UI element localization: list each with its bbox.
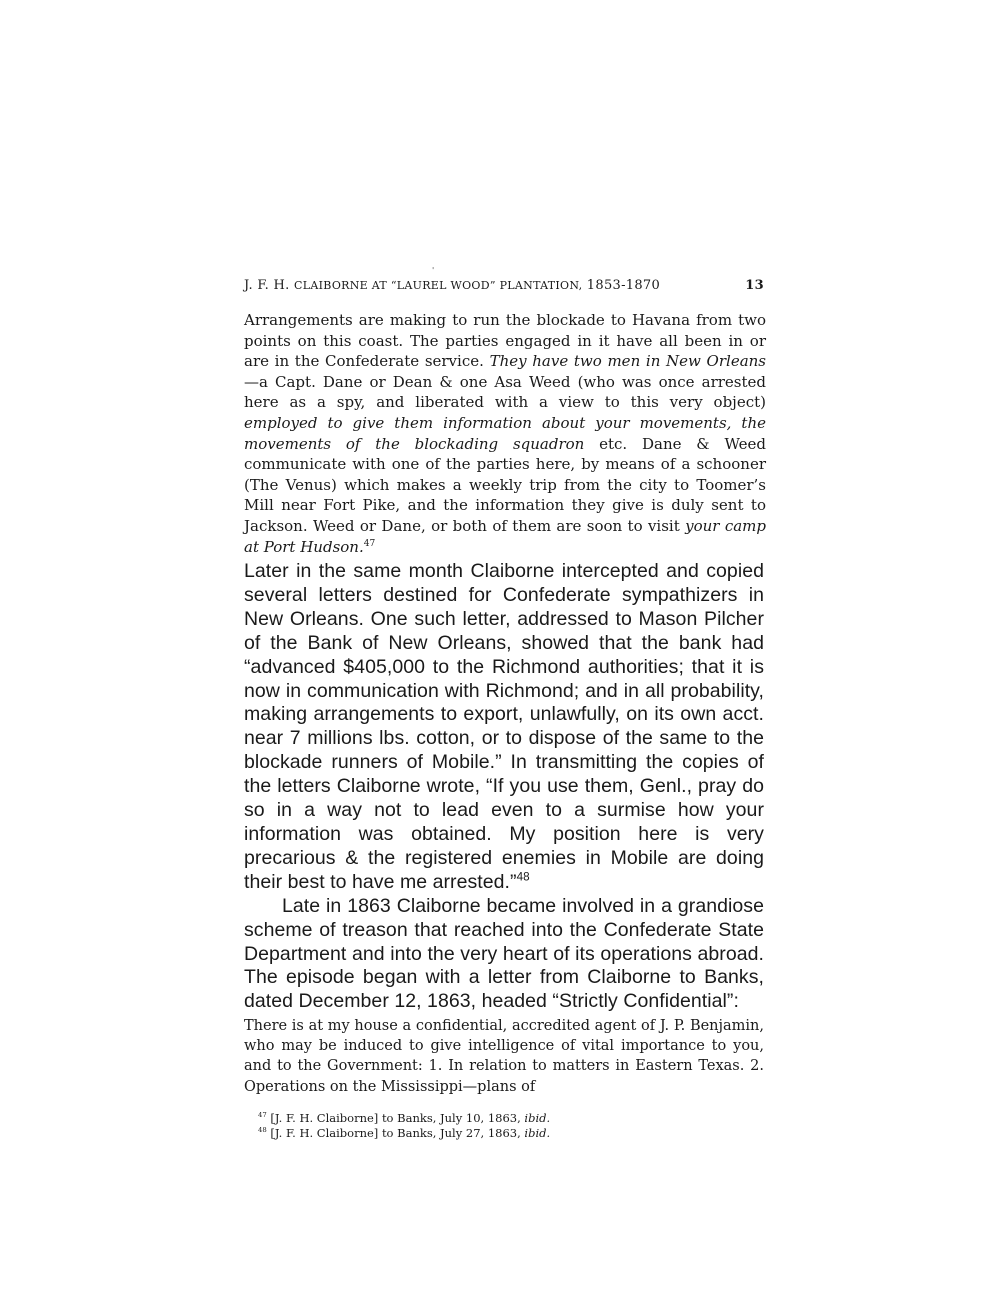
stray-mark: ' [432, 266, 435, 275]
running-title-caps: CLAIBORNE AT “LAUREL WOOD” PLANTATION, [294, 279, 583, 292]
quote1-italic-2: employed to give them information about your movements, the movements of the blockading squadron [244, 413, 766, 453]
footnote-47 [258, 1111, 678, 1126]
page-number: 13 [745, 278, 764, 293]
quote1-italic-1: They have two men in New Orleans [489, 352, 766, 371]
footnote-ibid: ibid. [524, 1111, 551, 1125]
footnote-number: 48 [258, 1126, 267, 1135]
quote1-text-3: etc. Dane & Weed communicate with one of the parties here, by means of a schooner (The Venus) which makes a weekly trip from the city to Toomer’s Mill near Fort Pike, and the information they give is duly sent to Jackson. Weed or Dane, or both of them are soon to visit [244, 434, 766, 535]
footnotes [258, 1111, 678, 1141]
running-title-prefix: J. F. H. [244, 278, 295, 293]
quote1-italic-3: your camp at Port Hudson. [244, 516, 766, 556]
paragraph-2: Late in 1863 Claiborne became involved in a grandiose scheme of treason that reached into the Confederate State Department and into the very heart of its operations abroad. The episode began with a letter from Claiborne to Banks, dated December 12, 1863, headed “Strictly Confidential”: [244, 894, 764, 1013]
running-title [244, 278, 660, 293]
paragraph-1 [244, 560, 764, 895]
footnote-ref-48: 48 [516, 870, 530, 884]
paragraph-1-text: Later in the same month Claiborne intercepted and copied several letters destined for Confederate sympathizers in New Orleans. One such letter, addressed to Mason Pilcher of the Bank of New Orleans, showed that the bank had “advanced $405,000 to the Richmond authorities; that it is now in communication with Richmond; and in all probability, making arrangements to export, unlawfully, on its own acct. near 7 millions lbs. cotton, or to dispose of the same to the blockade runners of Mobile.” In transmitting the copies of the letters Claiborne wrote, “If you use them, Genl., pray do so in a way not to lead even to a surmise how your information was obtained. My position here is very precarious & the registered enemies in Mobile are doing their best to have me arrested.” [244, 560, 764, 893]
footnote-text: [J. F. H. Claiborne] to Banks, July 27, 1863, [266, 1126, 525, 1140]
footnote-48 [258, 1126, 678, 1141]
quote1-text-1: Arrangements are making to run the blockade to Havana from two points on this coast. The parties engaged in it have all been in or are in the Confederate service. [244, 311, 766, 371]
running-title-years: 1853-1870 [582, 278, 661, 293]
body-text [244, 560, 764, 1014]
block-quote-1 [244, 310, 766, 557]
footnote-ref-47: 47 [363, 538, 376, 549]
block-quote-2: There is at my house a confidential, accredited agent of J. P. Benjamin, who may be induced to give intelligence of vital importance to you, and to the Government: 1. In relation to matters in Eastern Texas. 2. Operations on the Mississippi—plans of [244, 1018, 764, 1095]
footnote-ibid: ibid. [524, 1126, 551, 1140]
quote1-text-2: —a Capt. Dane or Dean & one Asa Weed (who was once arrested here as a spy, and liberated with a view to this very object) [244, 372, 766, 412]
footnote-number: 47 [258, 1111, 267, 1120]
footnote-text: [J. F. H. Claiborne] to Banks, July 10, 1863, [266, 1111, 525, 1125]
